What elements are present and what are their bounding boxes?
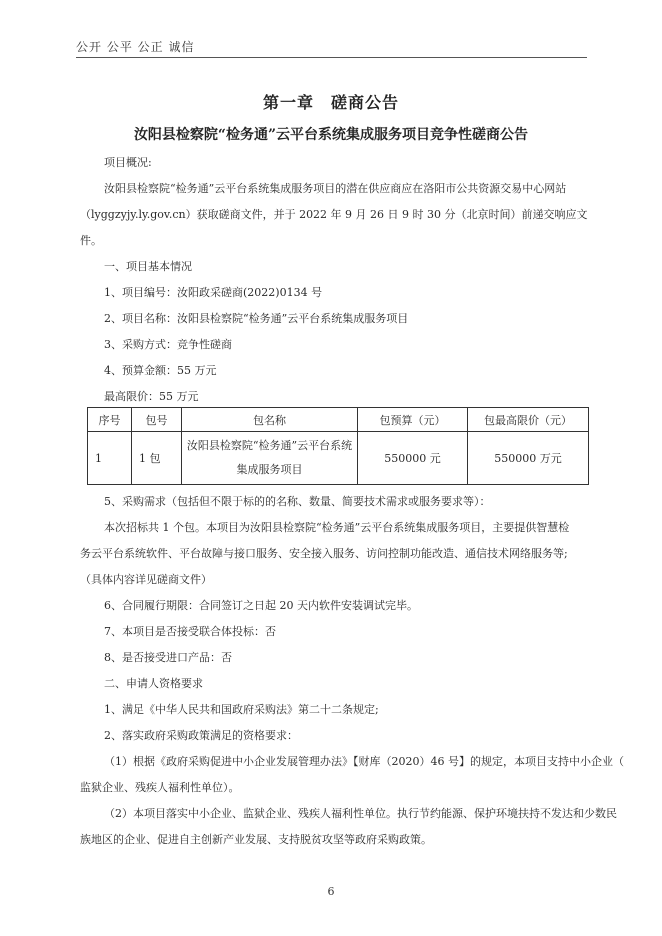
qualification-item: 2、落实政府采购政策满足的资格要求： — [104, 729, 298, 742]
policy-paragraph-line: （1）根据《政府采购促进中小企业发展管理办法》【财库（2020）46 号】的规定，本项目支持中小企业（ — [104, 755, 624, 768]
package-name-line: 集成服务项目 — [236, 463, 303, 476]
cell-budget: 550000 元 — [358, 432, 468, 485]
col-header: 包号 — [132, 408, 182, 432]
header-slogan: 公开 公平 公正 诚信 — [76, 40, 195, 54]
contract-term: 6、合同履行期限：合同签订之日起 20 天内软件安装调试完毕。 — [104, 599, 418, 612]
chapter-title: 第一章 磋商公告 — [262, 93, 399, 112]
project-name: 2、项目名称：汝阳县检察院“检务通”云平台系统集成服务项目 — [104, 312, 409, 325]
budget-amount: 4、预算金额：55 万元 — [104, 364, 217, 377]
overview-heading: 项目概况: — [104, 156, 152, 169]
procurement-demand: 5、采购需求（包括但不限于标的的名称、数量、简要技术需求或服务要求等）： — [104, 495, 491, 508]
col-header: 序号 — [88, 408, 132, 432]
overview-line: 件。 — [80, 234, 102, 247]
cell-max-price: 550000 万元 — [468, 432, 589, 485]
overview-line: （lyggzyjy.ly.gov.cn）获取磋商文件，并于 2022 年 9 月 26 日 9 时 30 分（北京时间）前递交响应文 — [80, 208, 588, 221]
consortium-bidding: 7、本项目是否接受联合体投标：否 — [104, 625, 276, 638]
imported-products: 8、是否接受进口产品：否 — [104, 651, 232, 664]
demand-paragraph-line: 务云平台系统软件、平台故障与接口服务、安全接入服务、访问控制功能改造、通信技术网络服务等; — [80, 547, 568, 560]
policy-paragraph-line: （2）本项目落实中小企业、监狱企业、残疾人福利性单位。执行节约能源、保护环境扶持不发达和少数民 — [104, 807, 617, 820]
package-table — [87, 407, 589, 485]
cell-package-name — [182, 432, 358, 485]
qualification-item: 1、满足《中华人民共和国政府采购法》第二十二条规定; — [104, 703, 379, 716]
header-divider — [76, 57, 587, 58]
document-title: 汝阳县检察院“检务通”云平台系统集成服务项目竞争性磋商公告 — [133, 127, 529, 143]
demand-paragraph-line: （具体内容详见磋商文件） — [80, 573, 212, 586]
policy-paragraph-line: 监狱企业、残疾人福利性单位）。 — [80, 781, 240, 794]
demand-paragraph-line: 本次招标共 1 个包。本项目为汝阳县检察院“检务通”云平台系统集成服务项目，主要提供智慧检 — [104, 521, 570, 534]
section-basic-heading: 一、项目基本情况 — [104, 260, 192, 273]
col-header: 包最高限价（元） — [468, 408, 589, 432]
col-header: 包预算（元） — [358, 408, 468, 432]
cell-seq: 1 — [88, 432, 132, 485]
procurement-method: 3、采购方式：竞争性磋商 — [104, 338, 232, 351]
max-price: 最高限价：55 万元 — [104, 390, 199, 403]
table-header-row — [88, 408, 589, 432]
policy-paragraph-line: 族地区的企业、促进自主创新产业发展、支持脱贫攻坚等政府采购政策。 — [80, 833, 432, 846]
table-row — [88, 432, 589, 485]
project-number: 1、项目编号：汝阳政采磋商(2022)0134 号 — [104, 286, 323, 299]
overview-line: 汝阳县检察院“检务通”云平台系统集成服务项目的潜在供应商应在洛阳市公共资源交易中心网站 — [104, 182, 567, 195]
cell-package: 1 包 — [132, 432, 182, 485]
col-header: 包名称 — [182, 408, 358, 432]
package-name-line: 汝阳县检察院“检务通”云平台系统 — [186, 439, 353, 452]
page-number: 6 — [327, 885, 335, 898]
section-qualification-heading: 二、申请人资格要求 — [104, 677, 203, 690]
